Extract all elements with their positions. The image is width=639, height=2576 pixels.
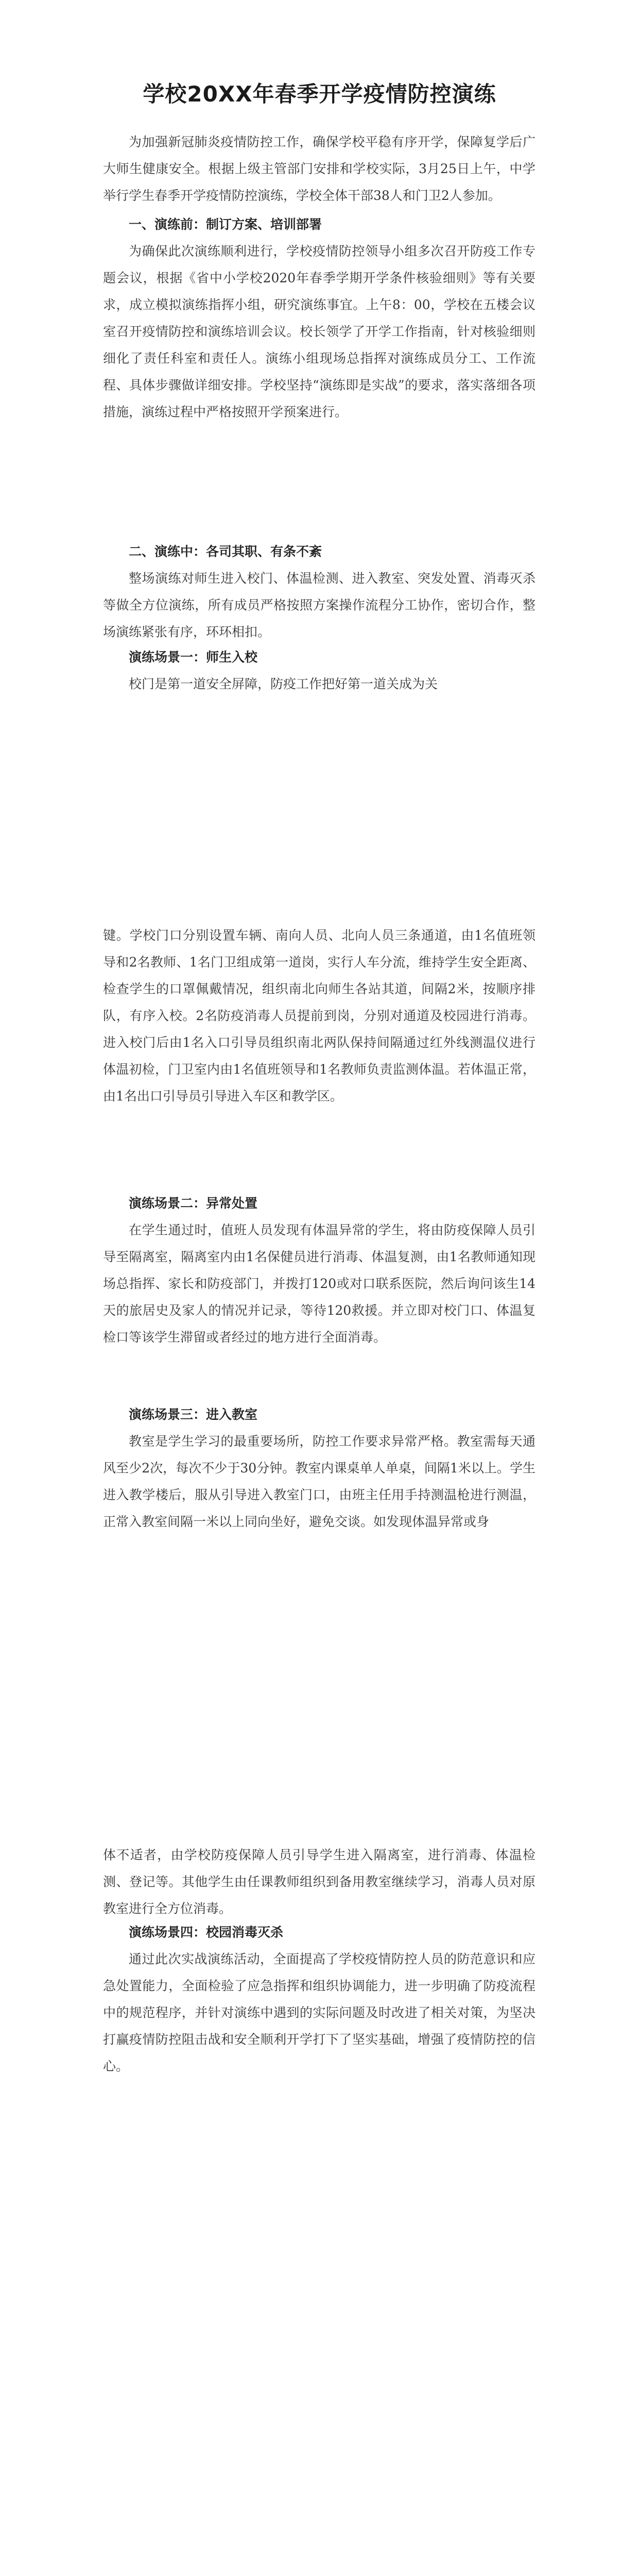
scene-4 xyxy=(103,1919,536,2080)
scene-1-body-part2: 键。学校门口分别设置车辆、南向人员、北向人员三条通道，由1名值班领导和2名教师、1名门卫组成第一道岗，实行人车分流，维持学生安全距离、检查学生的口罩佩戴情况，组织南北向师生各站其道，间隔2米，按顺序排队，有序入校。2名防疫消毒人员提前到岗，分别对通道及校园进行消毒。进入校门后由1名入口引导员组织南北两队保持间隔通过红外线测温仪进行体温初检，门卫室内由1名值班领导和1名教师负责监测体温。若体温正常，由1名出口引导员引导进入车区和教学区。 xyxy=(103,928,536,1104)
scene-3-continued xyxy=(103,1842,536,1922)
section-2-body: 整场演练对师生进入校门、体温检测、进入教室、突发处置、消毒灭杀等做全方位演练，所有成员严格按照方案操作流程分工协作，密切合作，整场演练紧张有序，环环相扣。 xyxy=(103,571,536,639)
intro-paragraph: 为加强新冠肺炎疫情防控工作，确保学校平稳有序开学，保障复学后广大师生健康安全。根据上级主管部门安排和学校实际，3月25日上午，中学举行学生春季开学疫情防控演练，学校全体干部38人和门卫2人参加。 xyxy=(103,134,536,203)
scene-1-heading: 演练场景一：师生入校 xyxy=(129,650,258,665)
scene-3 xyxy=(103,1401,536,1535)
scene-2-heading: 演练场景二：异常处置 xyxy=(129,1196,258,1211)
scene-2 xyxy=(103,1190,536,1351)
page-title: 学校20XX年春季开学疫情防控演练 xyxy=(143,81,496,107)
section-1 xyxy=(103,211,536,426)
section-2 xyxy=(103,538,536,646)
scene-4-heading: 演练场景四：校园消毒灭杀 xyxy=(129,1925,284,1940)
scene-4-body: 通过此次实战演练活动，全面提高了学校疫情防控人员的防范意识和应急处置能力，全面检验了应急指挥和组织协调能力，进一步明确了防疫流程中的规范程序，并针对演练中遇到的实际问题及时改进了相关对策，为坚决打赢疫情防控阻击战和安全顺利开学打下了坚实基础，增强了疫情防控的信心。 xyxy=(103,1952,536,2074)
scene-1-continued xyxy=(103,922,536,1110)
section-1-heading: 一、演练前：制订方案、培训部署 xyxy=(129,217,322,232)
intro-block xyxy=(103,129,536,209)
scene-3-heading: 演练场景三：进入教室 xyxy=(129,1407,258,1422)
section-2-heading: 二、演练中：各司其职、有条不紊 xyxy=(129,544,322,559)
scene-2-body: 在学生通过时，值班人员发现有体温异常的学生，将由防疫保障人员引导至隔离室，隔离室内由1名保健员进行消毒、体温复测，由1名教师通知现场总指挥、家长和防疫部门，并拨打120或对口联系医院，然后询问该生14天的旅居史及家人的情况并记录，等待120救援。并立即对校门口、体温复检口等该学生滞留或者经过的地方进行全面消毒。 xyxy=(103,1223,536,1345)
scene-3-body-part1: 教室是学生学习的最重要场所，防控工作要求异常严格。教室需每天通风至少2次，每次不少于30分钟。教室内课桌单人单桌，间隔1米以上。学生进入教学楼后，服从引导进入教室门口，由班主任用手持测温枪进行测温，正常入教室间隔一米以上同向坐好，避免交谈。如发现体温异常或身 xyxy=(103,1434,536,1529)
scene-1 xyxy=(103,644,536,698)
scene-1-body-part1: 校门是第一道安全屏障，防疫工作把好第一道关成为关 xyxy=(129,676,438,691)
scene-3-body-part2: 体不适者，由学校防疫保障人员引导学生进入隔离室，进行消毒、体温检测、登记等。其他学生由任课教师组织到备用教室继续学习，消毒人员对原教室进行全方位消毒。 xyxy=(103,1848,536,1916)
section-1-body: 为确保此次演练顺利进行，学校疫情防控领导小组多次召开防疫工作专题会议，根据《省中小学校2020年春季学期开学条件核验细则》等有关要求，成立模拟演练指挥小组，研究演练事宜。上午8：00，学校在五楼会议室召开疫情防控和演练培训会议。校长领学了开学工作指南，针对核验细则细化了责任科室和责任人。演练小组现场总指挥对演练成员分工、工作流程、具体步骤做详细安排。学校坚持“演练即是实战”的要求，落实落细各项措施，演练过程中严格按照开学预案进行。 xyxy=(103,244,536,419)
